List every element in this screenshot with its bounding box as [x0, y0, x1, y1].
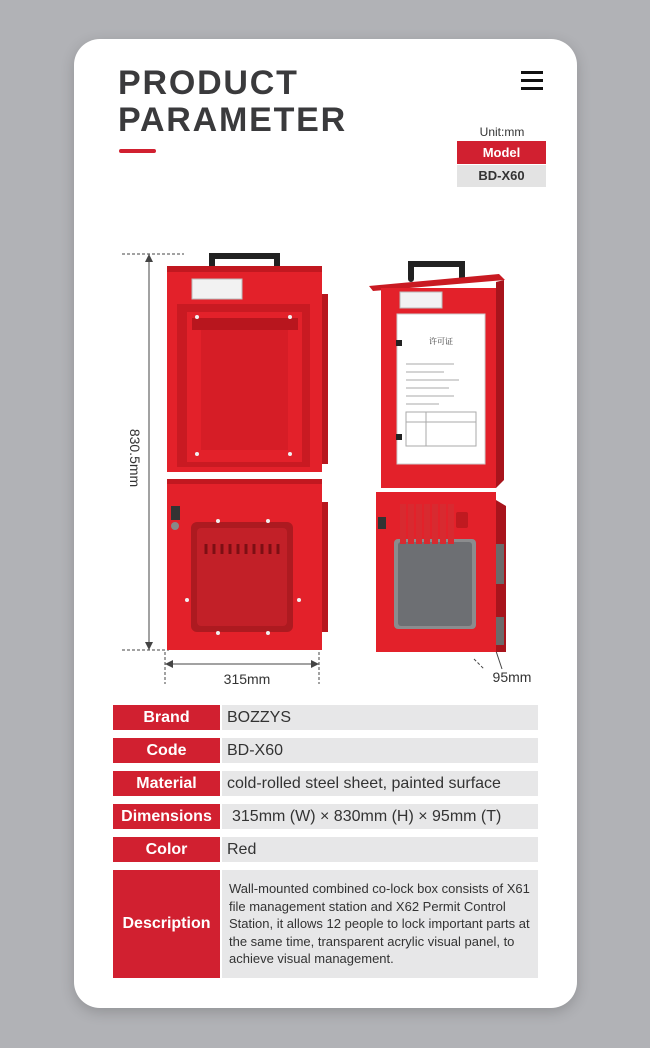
spec-row-code — [113, 738, 538, 763]
spec-label-brand: Brand — [113, 705, 220, 730]
model-header: Model — [457, 141, 546, 164]
spec-value-brand: BOZZYS — [222, 705, 538, 730]
spec-value-description: Wall-mounted combined co-lock box consists of X61 file management station and X62 Permit Control Station, it allows 12 people to lock important parts at the same time, transparent acrylic visual panel, to achieve visual management. — [222, 870, 538, 978]
depth-dimension-label: 95mm — [492, 669, 532, 685]
height-dimension-label: 830.5mm — [127, 428, 143, 488]
title-underline — [119, 149, 156, 153]
permit-sheet-title: 许可证 — [429, 337, 453, 346]
title-line-1: PRODUCT — [118, 64, 299, 102]
spec-value-material: cold-rolled steel sheet, painted surface — [222, 771, 538, 796]
spec-row-brand — [113, 705, 538, 730]
spec-row-material — [113, 771, 538, 796]
title-line-2: PARAMETER — [118, 101, 348, 139]
spec-label-description: Description — [113, 870, 220, 978]
spec-label-dimensions: Dimensions — [113, 804, 220, 829]
spec-value-code: BD-X60 — [222, 738, 538, 763]
product-image — [114, 244, 554, 704]
lock-station-cabinet — [376, 492, 506, 652]
model-value: BD-X60 — [457, 165, 546, 187]
width-dimension-label: 315mm — [223, 671, 271, 687]
unit-label: Unit:mm — [479, 125, 525, 139]
page-title — [118, 65, 347, 139]
spec-row-color — [113, 837, 538, 862]
spec-value-color: Red — [222, 837, 538, 862]
permit-station-cabinet — [369, 264, 505, 488]
front-cabinet — [167, 256, 328, 650]
spec-label-color: Color — [113, 837, 220, 862]
spec-row-description — [113, 870, 538, 978]
product-card — [74, 39, 577, 1008]
menu-icon[interactable] — [517, 69, 547, 93]
spec-label-material: Material — [113, 771, 220, 796]
spec-label-code: Code — [113, 738, 220, 763]
spec-value-dimensions: 315mm (W) × 830mm (H) × 95mm (T) — [222, 804, 538, 829]
spec-row-dimensions — [113, 804, 538, 829]
